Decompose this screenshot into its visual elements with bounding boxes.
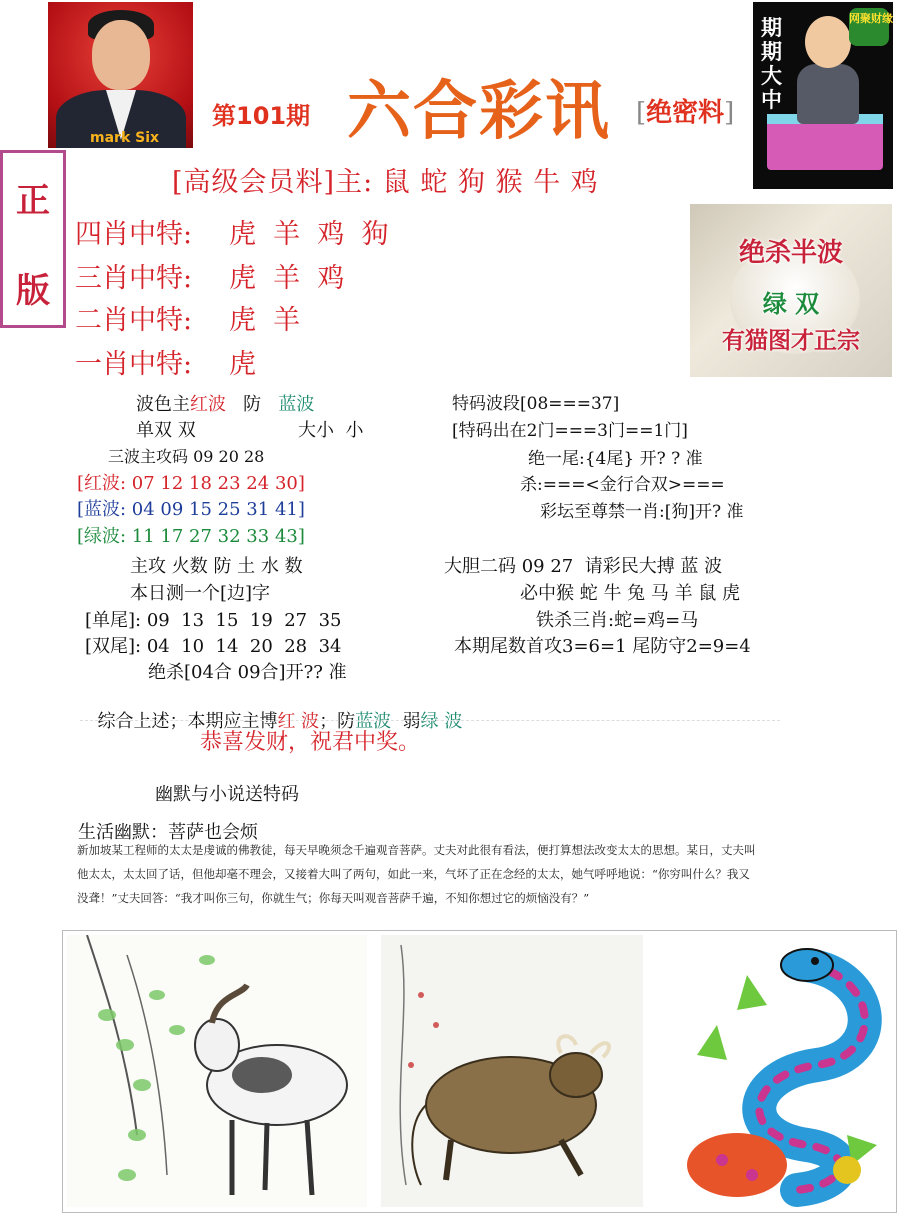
tema-boduan: 特码波段[08===37] (452, 394, 620, 414)
caitan-line: 彩坛至尊禁一肖:[狗]开? 准 (540, 502, 744, 522)
mark-six-logo: mark Six (90, 130, 160, 146)
story-line-2: 他太太，太太回了话，但他却毫不理会，又接着大叫了两句，如此一来，气坏了正在念经的太太，她气呼呼地说：“你穷叫什么？我又 (77, 867, 750, 881)
goat-painting (67, 935, 367, 1207)
shx-row-one: 一肖中特: 虎 (75, 349, 256, 380)
green-wave: [绿波: 11 17 27 32 33 43] (77, 526, 305, 547)
portrait-photo (48, 2, 193, 148)
bianzi-line: 本日测一个[边]字 (130, 583, 271, 604)
cartoon-image (753, 2, 893, 189)
bizhong-line: 必中猴 蛇 牛 兔 马 羊 鼠 虎 (520, 583, 741, 604)
shuangwei-line: [双尾]: 04 10 14 20 28 34 (85, 636, 342, 657)
jueyiwei-line: 绝一尾:{4尾} 开? ? 准 (528, 449, 703, 469)
dadan-line: 大胆二码 09 27 请彩民大搏 蓝 波 (444, 556, 723, 577)
juesha-line: 绝杀[04合 09合]开?? 准 (148, 662, 347, 683)
weishu-line: 本期尾数首攻3=6=1 尾防守2=9=4 (454, 636, 751, 657)
congrats-line: 恭喜发财，祝君中奖。 (200, 730, 421, 755)
member-line: [高级会员料]主: 鼠 蛇 狗 猴 牛 鸡 (172, 167, 599, 198)
story-line-3: 没聋！”丈夫回答：“我才叫你三句，你就生气；你每天叫观音菩萨千遍，不知你想过它的烦恼没有？” (77, 891, 590, 905)
humor-subtitle: 生活幽默：菩萨也会烦 (78, 822, 258, 843)
cat-card: 绝杀半波 绿 双 有猫图才正宗 (690, 204, 892, 377)
humor-title: 幽默与小说送特码 (155, 784, 299, 805)
cartoon-badge: 网聚财缘 (849, 8, 889, 46)
tiesha-line: 铁杀三肖:蛇=鸡=马 (536, 610, 699, 631)
danwei-line: [单尾]: 09 13 15 19 27 35 (85, 610, 342, 631)
zhugong-line: 主攻 火数 防 土 水 数 (130, 556, 303, 577)
divider (80, 720, 780, 721)
sanbo-line: 三波主攻码 09 20 28 (108, 447, 265, 466)
story-line-1: 新加坡某工程师的太太是虔诚的佛教徒，每天早晚须念千遍观音菩萨。丈夫对此很有看法，便打算想法改变太太的思想。某日，丈夫叫 (77, 843, 756, 857)
summary-line: 综合上述；本期应主博红 波；防蓝波 弱绿 波 (97, 711, 463, 732)
shx-row-four: 四肖中特: 虎 羊 鸡 狗 (75, 219, 389, 250)
shx-row-three: 三肖中特: 虎 羊 鸡 (75, 263, 345, 294)
snake-papercut (657, 935, 893, 1207)
ox-painting (381, 935, 643, 1207)
page-title: 六合彩讯 (347, 74, 611, 149)
bose-line: 波色主红波 防 蓝波 (136, 394, 315, 415)
dan-shuang: 单双 双 (136, 420, 196, 441)
sha-line: 杀:===<金行合双>=== (520, 475, 725, 495)
blue-wave: [蓝波: 04 09 15 25 31 41] (77, 499, 305, 520)
issue-number: 第101期 (212, 102, 311, 130)
shx-row-two: 二肖中特: 虎 羊 (75, 305, 301, 336)
zodiac-gallery (62, 930, 897, 1213)
da-xiao: 大小 小 (298, 420, 364, 441)
cartoon-caption: 期期大中 (761, 16, 782, 112)
page-subtitle: [绝密料] (636, 98, 735, 128)
red-wave: [红波: 07 12 18 23 24 30] (77, 473, 305, 494)
tema-chuzai: [特码出在2门===3门==1门] (452, 421, 688, 441)
genuine-badge: 正 版 (0, 150, 66, 328)
